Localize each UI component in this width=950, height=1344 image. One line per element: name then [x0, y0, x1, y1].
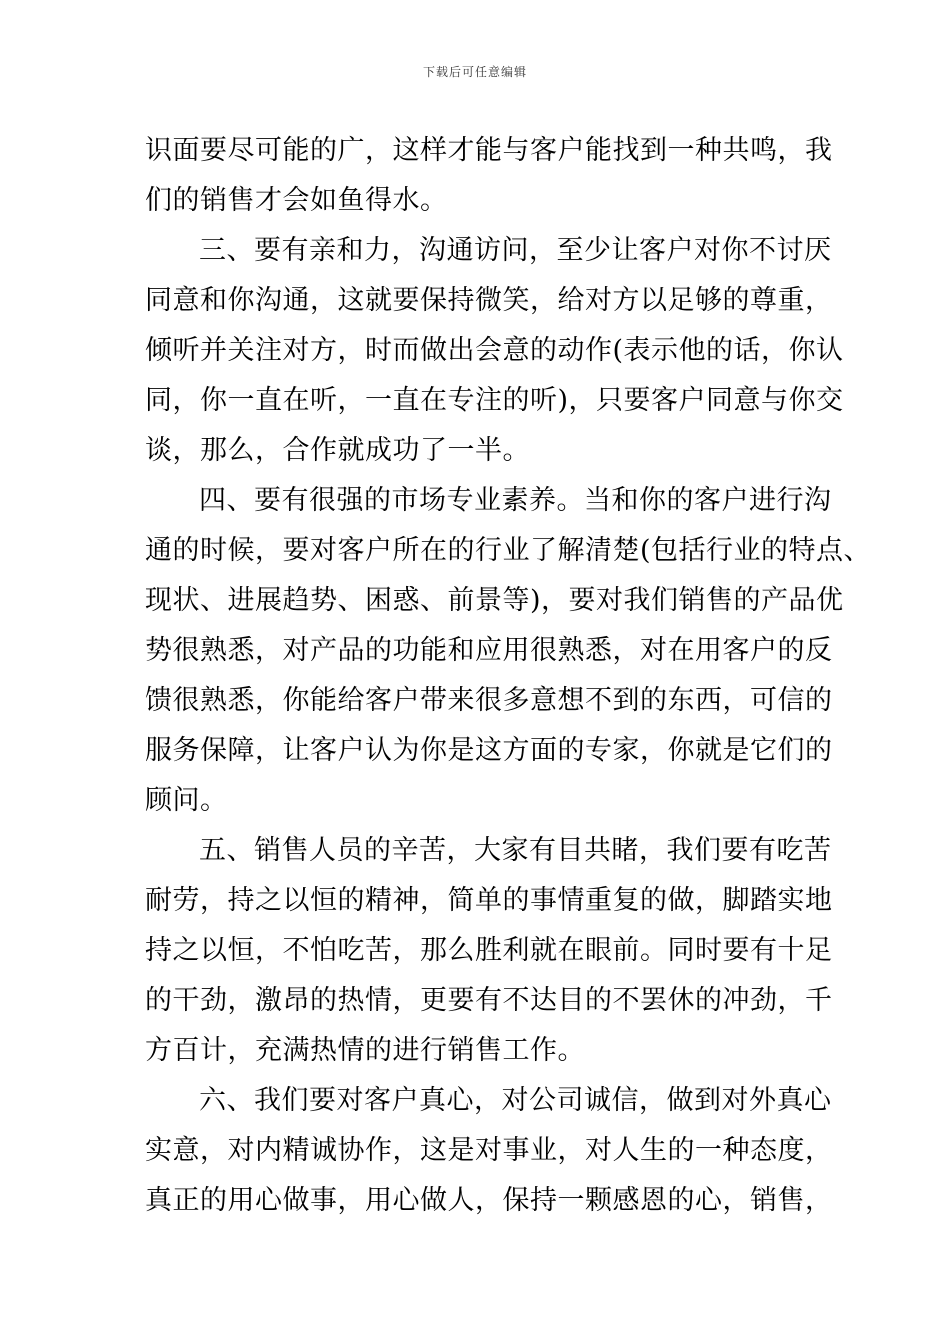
text-line: 方百计，充满热情的进行销售工作。 [145, 1035, 585, 1066]
text-line: 同意和你沟通，这就要保持微笑，给对方以足够的尊重， [145, 285, 833, 316]
text-line: 的干劲，激昂的热情，更要有不达目的不罢休的冲劲，千 [145, 985, 833, 1016]
text-line: 同，你一直在听，一直在专注的听)，只要客户同意与你交 [145, 385, 844, 416]
text-line: 倾听并关注对方，时而做出会意的动作(表示他的话，你认 [145, 335, 844, 366]
text-line: 们的销售才会如鱼得水。 [145, 185, 448, 216]
page-header: 下载后可任意编辑 [422, 65, 527, 79]
paragraph-start-line: 四、要有很强的市场专业素养。当和你的客户进行沟 [199, 485, 832, 516]
document-body [145, 126, 872, 1226]
text-line: 持之以恒，不怕吃苦，那么胜利就在眼前。同时要有十足 [145, 935, 833, 966]
text-line: 势很熟悉，对产品的功能和应用很熟悉，对在用客户的反 [145, 635, 833, 666]
text-line: 耐劳，持之以恒的精神，简单的事情重复的做，脚踏实地 [145, 885, 833, 916]
paragraph-start-line: 三、要有亲和力，沟通访问，至少让客户对你不讨厌 [199, 235, 832, 266]
text-line: 真正的用心做事，用心做人，保持一颗感恩的心，销售， [145, 1185, 833, 1216]
text-line: 顾问。 [145, 785, 228, 816]
text-line: 识面要尽可能的广，这样才能与客户能找到一种共鸣，我 [145, 135, 833, 166]
text-line: 现状、进展趋势、困惑、前景等)，要对我们销售的产品优 [145, 585, 844, 616]
text-line: 馈很熟悉，你能给客户带来很多意想不到的东西，可信的 [145, 685, 833, 716]
text-line: 谈，那么，合作就成功了一半。 [145, 435, 530, 466]
text-line: 通的时候，要对客户所在的行业了解清楚(包括行业的特点、 [145, 535, 872, 566]
text-line: 服务保障，让客户认为你是这方面的专家，你就是它们的 [145, 735, 833, 766]
text-line: 实意，对内精诚协作，这是对事业，对人生的一种态度， [145, 1135, 833, 1166]
paragraph-start-line: 六、我们要对客户真心，对公司诚信，做到对外真心 [199, 1085, 832, 1116]
paragraph-start-line: 五、销售人员的辛苦，大家有目共睹，我们要有吃苦 [199, 835, 832, 866]
